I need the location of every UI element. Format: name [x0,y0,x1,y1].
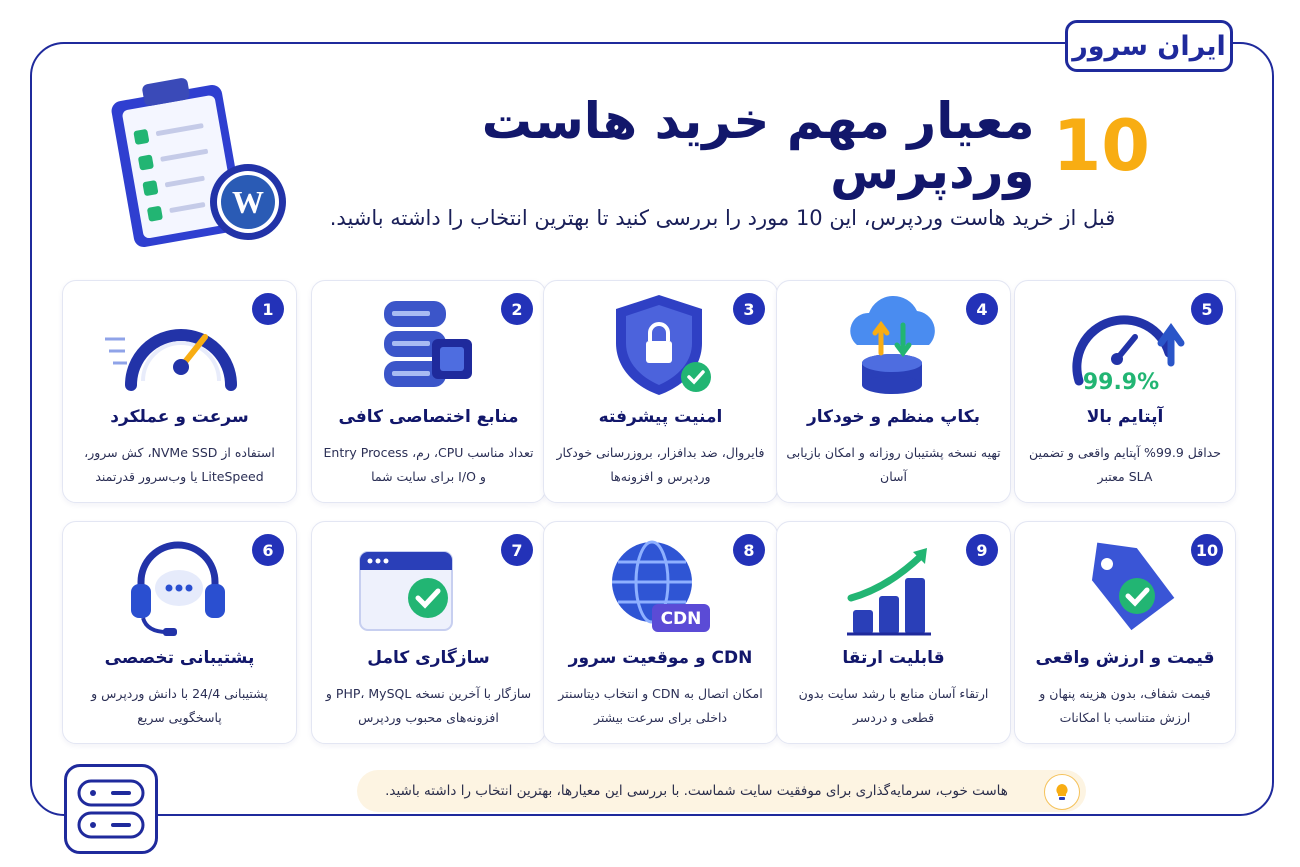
card-number-badge: 4 [966,293,998,325]
card-number-badge: 6 [252,534,284,566]
card-title: منابع اختصاصی کافی [338,407,519,427]
price-tag-icon [1051,534,1201,638]
card-description: حداقل 99.9% آپتایم واقعی و تضمین SLA معتبر [1029,445,1221,484]
cloud-backup-icon [817,293,967,397]
card-description: امکان اتصال به CDN و انتخاب دیتاسنتر داخلی برای سرعت بیشتر [558,686,763,725]
card-title: قیمت و ارزش واقعی [1035,648,1215,668]
browser-check-icon [352,534,502,638]
criterion-card-3[interactable] [543,280,778,503]
card-description: ارتقاء آسان منابع با رشد سایت بدون قطعی و دردسر [798,686,989,725]
shield-lock-icon [584,293,734,397]
card-description: تعداد مناسب CPU، رم، Entry Process و I/O برای سایت شما [323,445,534,484]
headset-icon [103,534,253,638]
uptime-value: 99.9% [1082,370,1160,395]
card-description: تهیه نسخه پشتیبان روزانه و امکان بازیابی آسان [786,445,1001,484]
card-title: امنیت پیشرفته [598,407,723,427]
card-title: CDN و موقعیت سرور [568,648,753,668]
criterion-card-6[interactable] [62,521,297,744]
criterion-card-5[interactable] [1014,280,1236,503]
page-title [300,92,1150,200]
card-number-badge: 10 [1191,534,1223,566]
card-number-badge: 1 [252,293,284,325]
card-title: سازگاری کامل [367,648,490,668]
card-number-badge: 9 [966,534,998,566]
card-title: آپتایم بالا [1086,407,1164,427]
card-title: بکاپ منظم و خودکار [806,407,981,427]
page-subtitle: قبل از خرید هاست وردپرس، این 10 مورد را بررسی کنید تا بهترین انتخاب را داشته باشید. [329,206,1116,230]
criterion-card-4[interactable] [776,280,1011,503]
card-description: فایروال، ضد بدافزار، بروزرسانی خودکار وردپرس و افزونه‌ها [556,445,765,484]
lightbulb-icon [1044,774,1080,810]
card-description: استفاده از NVMe SSD، کش سرور، LiteSpeed یا وب‌سرور قدرتمند [84,445,275,484]
criterion-card-7[interactable] [311,521,546,744]
card-number-badge: 5 [1191,293,1223,325]
server-rack-icon [64,764,158,854]
card-title: پشتیبانی تخصصی [104,648,255,668]
cdn-label: CDN [660,609,702,629]
card-title: سرعت و عملکرد [110,407,249,427]
card-description: سازگار با آخرین نسخه PHP، MySQL و افزونه‌های محبوب وردپرس [325,686,532,725]
criterion-card-10[interactable] [1014,521,1236,744]
criterion-card-2[interactable] [311,280,546,503]
card-number-badge: 2 [501,293,533,325]
card-number-badge: 7 [501,534,533,566]
card-number-badge: 3 [733,293,765,325]
title-text: معیار مهم خرید هاست وردپرس [481,92,1035,200]
criterion-card-9[interactable] [776,521,1011,744]
growth-chart-icon [817,534,967,638]
card-description: پشتیبانی 24/4 با دانش وردپرس و پاسخگویی سریع [91,686,268,725]
card-number-badge: 8 [733,534,765,566]
server-chip-icon [352,293,502,397]
criterion-card-8[interactable] [543,521,778,744]
globe-cdn-icon [584,534,734,638]
card-title: قابلیت ارتقا [842,648,945,668]
title-number: 10 [1052,105,1150,187]
clipboard-wordpress-icon [108,72,293,250]
footer-note [357,770,1086,812]
footer-text: هاست خوب، سرمایه‌گذاری برای موفقیت سایت شماست. با بررسی این معیارها، بهترین انتخاب را داشته باشید. [385,783,1008,799]
criterion-card-1[interactable] [62,280,297,503]
uptime-gauge-icon [1051,293,1201,397]
brand-logo[interactable]: ایران سرور [1065,20,1233,72]
svg-text:W: W [232,184,264,220]
card-description: قیمت شفاف، بدون هزینه پنهان و ارزش متناسب با امکانات [1039,686,1211,725]
speedometer-icon [103,293,253,397]
